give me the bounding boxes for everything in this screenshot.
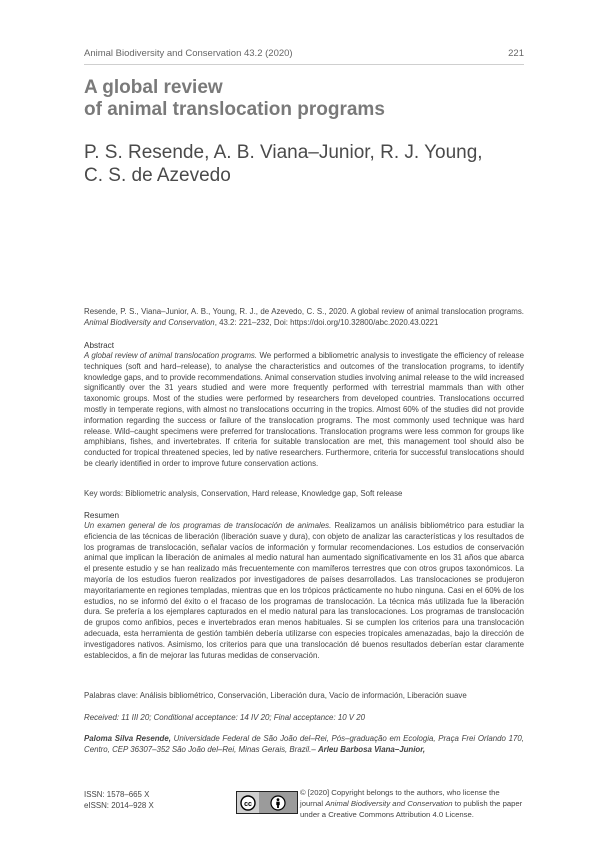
citation-journal: Animal Biodiversity and Conservation xyxy=(84,318,215,327)
header-rule xyxy=(84,64,524,65)
affil-text-1: Universidade Federal de São João del–Rei, Pós–graduação em Ecologia, Praça Frei Orlando 170, Centro, CEP 36307–352 São João del–Rei, Minas Gerais, Brazil.– xyxy=(84,734,524,754)
keywords xyxy=(84,489,524,500)
keywords-label: Key words: xyxy=(84,489,124,498)
attribution-person-icon xyxy=(259,792,297,813)
license-part-2: to publish the paper under a Creative Commons Attribution 4.0 License. xyxy=(300,799,523,819)
palabras-text: Análisis bibliométrico, Conservación, Liberación dura, Vacío de información, Liberación suave xyxy=(139,691,467,700)
page-number: 221 xyxy=(508,48,524,59)
svg-text:cc: cc xyxy=(244,800,252,808)
abstract-lead: A global review of animal translocation programs. xyxy=(84,351,258,360)
palabras-clave xyxy=(84,691,524,702)
abstract-text: We performed a bibliometric analysis to investigate the efficiency of release techniques (soft and hard–release), to analyse the characteristics and outcomes of the translocation programs, to identify knowledge gaps, and to provide recommendations. Animal conservation studies involving animal release to the wild increased significantly over the 31 years studied and were more frequently performed with terrestrial mammals than with other taxonomic groups. Most of the studies were performed by researchers from developed countries. Translocations occurred mostly in temperate regions, with almost no translocations occurring in the tropics. Almost 60% of the studies did not provide information regarding the success or failure of the translocation programs. The most commonly used technique was hard release. Wild–caught specimens were preferred for translocations. Translocation programs were less common for groups like amphibians, fishes, and invertebrates. If criteria for suitable translocation are met, this management tool should also be conducted for tropical threatened species, led by native researchers. Furthermore, criteria for successful translocations should be clearly identified in order to improve future conservation actions. xyxy=(84,351,524,468)
author-affiliations xyxy=(84,734,524,756)
affil-name-2: Arleu Barbosa Viana–Junior, xyxy=(317,744,426,754)
creative-commons-icon xyxy=(237,792,259,813)
affil-name-1: Paloma Silva Resende, xyxy=(84,734,171,743)
running-header xyxy=(84,48,524,59)
resumen-section xyxy=(84,510,524,661)
citation xyxy=(84,306,524,328)
abstract-heading: Abstract xyxy=(84,341,115,350)
resumen-text: Realizamos un análisis bibliométrico para estudiar la eficiencia de las técnicas de liberación (liberación suave y dura), con objeto de analizar las características y los resultados de los programas de translocación, señalar vacíos de información y formular recomendaciones. Los estudios de conservación animal que implican la liberación de animales al medio natural han aumentado significativamente en los 31 años que abarca el presente estudio y se han realizado más frecuentemente con mamíferos terrestres que con otros grupos taxonómicos. La mayoría de los estudios fueron realizados por investigadores de países desarrollados. Las translocaciones se produjeron mayoritariamente en regiones templadas, mientras que en los trópicos prácticamente no hubo ninguna. Casi en el 60% de los estudios, no se informó del éxito o el fracaso de los programas de translocación. La técnica más utilizada fue la liberación dura. Se prefería a los ejemplares capturados en el medio natural para las translocaciones. Los programas de translocación de grupos como anfibios, peces e invertebrados eran menos habituales. Si se cumplen los criterios para una translocación adecuada, esta herramienta de gestión también debería utilizarse con especies tropicales amenazadas, bajo la dirección de investigadores nativos. Asimismo, los criterios para que una translocación dé buenos resultados deberían estar claramente establecidos, a fin de mejorar las futuras medidas de conservación. xyxy=(84,521,525,660)
authors-line-1: P. S. Resende, A. B. Viana–Junior, R. J. Young, xyxy=(84,142,483,163)
journal-name: Animal Biodiversity and Conservation 43.2 (2020) xyxy=(84,48,293,59)
citation-doi: , 43.2: 221–232, Doi: https://doi.org/10.32800/abc.2020.43.0221 xyxy=(214,318,439,327)
issn-print: ISSN: 1578–665 X xyxy=(84,790,150,799)
received-dates: Received: 11 III 20; Conditional acceptance: 14 IV 20; Final acceptance: 10 V 20 xyxy=(84,713,366,722)
license-text xyxy=(300,787,524,820)
citation-text: Resende, P. S., Viana–Junior, A. B., Young, R. J., de Azevedo, C. S., 2020. A global review of animal translocation programs. xyxy=(84,307,524,316)
license-journal: Animal Biodiversity and Conservation xyxy=(325,799,453,808)
abstract-section xyxy=(84,340,524,470)
palabras-label: Palabras clave: xyxy=(84,691,138,700)
cc-license-badge[interactable] xyxy=(236,791,298,814)
keywords-text: Bibliometric analysis, Conservation, Hard release, Knowledge gap, Soft release xyxy=(125,489,403,498)
issn-block xyxy=(84,789,154,811)
license-part-1: © [2020] Copyright belongs to the authors, who license the journal xyxy=(300,788,500,808)
issn-electronic: eISSN: 2014–928 X xyxy=(84,801,154,810)
title-line-1: A global review xyxy=(84,77,223,98)
abstract-body xyxy=(84,351,524,470)
article-authors xyxy=(84,141,524,187)
title-line-2: of animal translocation programs xyxy=(84,99,385,120)
resumen-body xyxy=(84,521,524,661)
resumen-heading: Resumen xyxy=(84,511,120,520)
resumen-lead: Un examen general de los programas de translocación de animales. xyxy=(84,521,332,530)
authors-line-2: C. S. de Azevedo xyxy=(84,165,231,186)
article-title xyxy=(84,77,524,121)
